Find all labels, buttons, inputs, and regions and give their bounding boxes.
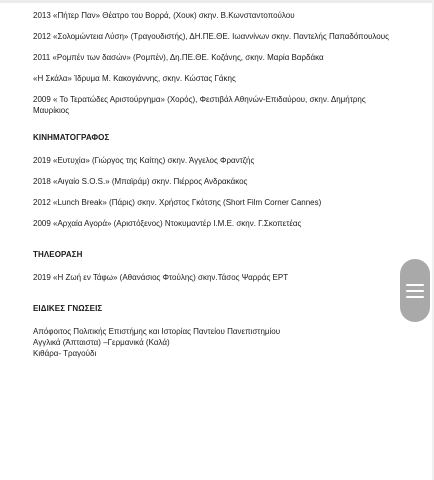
cv-document [33, 10, 393, 359]
cinema-entry: 2009 «Αρχαία Αγορά» (Αριστόξενος) Ντοκυμαντέρ Ι.Μ.Ε. σκην. Γ.Σκοπετέας [33, 219, 302, 228]
page-top-edge [0, 0, 434, 3]
cinema-entry: 2018 «Αιγαίο S.O.S.» (Μπαϊράμ) σκην. Πιέρρος Ανδρακάκος [33, 177, 248, 186]
television-heading: ΤΗΛΕΟΡΑΣΗ [33, 250, 83, 259]
theatre-section [33, 10, 393, 116]
theatre-entry: 2013 «Πήτερ Παν» Θέατρο του Βορρά, (Χουκ) σκην. Β.Κωνσταντοπούλου [33, 11, 295, 20]
television-section [33, 249, 393, 283]
theatre-entry: «Η Σκάλα» Ίδρυμα Μ. Κακογιάννης, σκην. Κώστας Γάκης [33, 74, 236, 83]
skills-entry: Αγγλικά (Άπταιστα) –Γερμανικά (Καλά) [33, 338, 170, 347]
cinema-entry: 2019 «Ευτυχία» (Γιώργος της Καίτης) σκην. Άγγελος Φραντζής [33, 156, 255, 165]
menu-bar-icon [406, 284, 424, 286]
cinema-entry: 2012 «Lunch Break» (Πάρις) σκην. Χρήστος Γκότσης (Short Film Corner Cannes) [33, 198, 322, 207]
cinema-section [33, 132, 393, 229]
scroll-handle[interactable] [400, 259, 430, 322]
skills-entry: Απόφοιτος Πολιτικής Επιστήμης και Ιστορίας Παντείου Πανεπιστημίου [33, 327, 281, 336]
menu-bar-icon [406, 290, 424, 292]
theatre-entry: 2009 « Το Τερατώδες Αριστούργημα» (Χορός), Φεστιβάλ Αθηνών-Επιδαύρου, σκην. Δημήτρης Μαυρίκιος [33, 95, 366, 115]
skills-heading: ΕΙΔΙΚΕΣ ΓΝΩΣΕΙΣ [33, 304, 103, 313]
television-entry: 2019 «Η Ζωή εν Τάφω» (Αθανάσιος Φτούλης) σκην.Τάσος Ψαρράς ΕΡΤ [33, 273, 289, 282]
theatre-entry: 2012 «Σολομώντεια Λύση» (Τραγουδιστής), ΔΗ.ΠΕ.ΘΕ. Ιωαννίνων σκην. Παντελής Παπαδόπουλους [33, 32, 389, 41]
menu-bar-icon [406, 296, 424, 298]
cinema-heading: ΚΙΝΗΜΑΤΟΓΡΑΦΟΣ [33, 133, 110, 142]
theatre-entry: 2011 «Ρομπέν των δασών» (Ρομπέν), Δη.ΠΕ.ΘΕ. Κοζάνης, σκην. Μαρία Βαρδάκα [33, 53, 324, 62]
skills-section [33, 303, 393, 359]
skills-entry: Κιθάρα- Τραγούδι [33, 349, 97, 358]
